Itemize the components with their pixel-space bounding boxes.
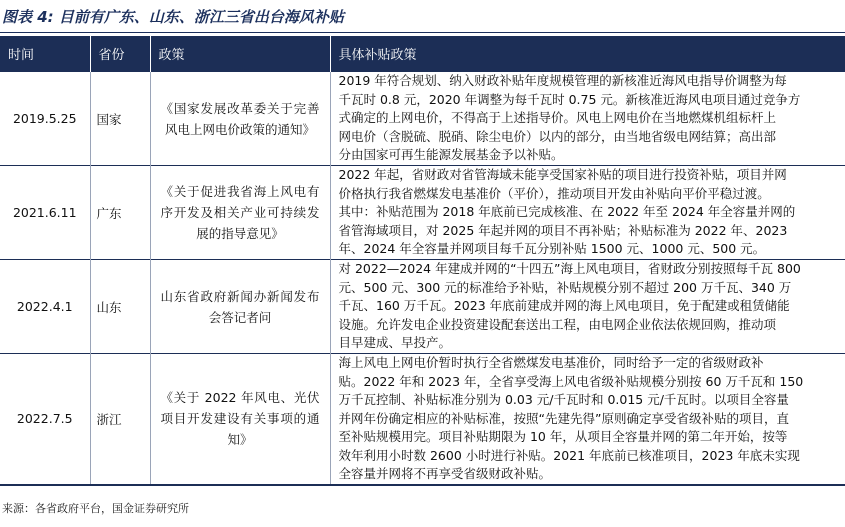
cell-detail: [330, 72, 845, 166]
cell-policy: 《关于促进我省海上风电有序开发及相关产业可持续发展的指导意见》: [150, 166, 330, 260]
detail-line: 并网年份确定相应的补贴标准，按照“先建先得”原则确定享受省级补贴的项目，直: [338, 410, 789, 426]
cell-policy: 《国家发展改革委关于完善风电上网电价政策的通知》: [150, 72, 330, 166]
detail-line: 全容量并网将不再享受省级财政补贴。: [338, 466, 552, 481]
figure-title: 图表 4: 目前有广东、山东、浙江三省出台海风补贴: [2, 8, 344, 26]
detail-line: 年、2024 年全容量并网项目每千瓦分别补贴 1500 元、1000 元、500 元。: [338, 241, 766, 257]
detail-line: 2019 年符合规划、纳入财政补贴年度规模管理的新核准近海风电指导价调整为每: [338, 73, 787, 89]
detail-line: 千瓦、160 万千瓦。2023 年底前建成并网的海上风电项目，免于配建或租赁储能: [338, 298, 790, 314]
detail-line: 其中：补贴范围为 2018 年底前已完成核准、在 2022 年至 2024 年全容量并网的: [338, 204, 796, 220]
header-time: 时间: [0, 36, 90, 72]
detail-line: 千瓦时 0.8 元，2020 年调整为每千瓦时 0.75 元。新核准近海风电项目通过竞争方: [338, 91, 801, 107]
subsidy-policy-table: [0, 36, 845, 486]
table-row: [0, 260, 845, 354]
table-row: [0, 72, 845, 166]
cell-policy: 《关于 2022 年风电、光伏项目开发建设有关事项的通知》: [150, 354, 330, 485]
detail-line: 式确定的上网电价，不得高于上述指导价。风电上网电价在当地燃煤机组标杆上: [338, 110, 777, 126]
cell-detail: [330, 166, 845, 260]
cell-detail: [330, 260, 845, 354]
detail-line: 设施。允许发电企业投资建设配套送出工程，由电网企业依法依规回购，推动项: [338, 316, 777, 332]
cell-province: 山东: [90, 260, 150, 354]
header-detail: 具体补贴政策: [330, 36, 845, 72]
cell-detail: [330, 354, 845, 485]
detail-line: 省管海域项目，对 2025 年起并网的项目不再补贴；补贴标准为 2022 年、2023: [338, 222, 788, 238]
detail-line: 效年利用小时数 2600 小时进行补贴。2021 年底前已核准项目，2023 年底未实现: [338, 447, 800, 463]
cell-province: 国家: [90, 72, 150, 166]
title-divider: [0, 32, 845, 33]
table-header-row: [0, 36, 845, 72]
detail-line: 2022 年起，省财政对省管海域未能享受国家补贴的项目进行投资补贴，项目并网: [338, 167, 787, 183]
cell-time: 2022.4.1: [0, 260, 90, 354]
cell-time: 2021.6.11: [0, 166, 90, 260]
detail-line: 海上风电上网电价暂时执行全省燃煤发电基准价，同时给予一定的省级财政补: [338, 355, 764, 370]
table-row: [0, 354, 845, 485]
cell-province: 浙江: [90, 354, 150, 485]
cell-time: 2022.7.5: [0, 354, 90, 485]
detail-line: 至补贴规模用完。项目补贴期限为 10 年，从项目全容量并网的第二年开始，按等: [338, 429, 788, 444]
cell-time: 2019.5.25: [0, 72, 90, 166]
header-province: 省份: [90, 36, 150, 72]
detail-line: 价格执行我省燃煤发电基准价（平价），推动项目开发由补贴向平价平稳过渡。: [338, 185, 770, 201]
table-row: [0, 166, 845, 260]
cell-policy: 山东省政府新闻办新闻发布会答记者问: [150, 260, 330, 354]
cell-province: 广东: [90, 166, 150, 260]
detail-line: 目早建成、早投产。: [338, 335, 452, 351]
detail-line: 万千瓦控制、补贴标准分别为 0.03 元/千瓦时和 0.015 元/千瓦时。以项目全容量: [338, 392, 789, 407]
detail-line: 网电价（含脱硫、脱硝、除尘电价）以内的部分，由当地省级电网结算；高出部: [338, 128, 777, 144]
source-note: 来源：各省政府平台，国金证券研究所: [2, 502, 189, 515]
detail-line: 分由国家可再生能源发展基金予以补贴。: [338, 147, 564, 163]
header-policy: 政策: [150, 36, 330, 72]
detail-line: 元、500 元、300 元的标准给予补贴，补贴规模分别不超过 200 万千瓦、340 万: [338, 279, 792, 295]
detail-line: 对 2022—2024 年建成并网的“十四五”海上风电项目，省财政分别按照每千瓦 800: [338, 261, 801, 277]
detail-line: 贴。2022 年和 2023 年，全省享受海上风电省级补贴规模分别按 60 万千瓦和 150: [338, 373, 804, 389]
